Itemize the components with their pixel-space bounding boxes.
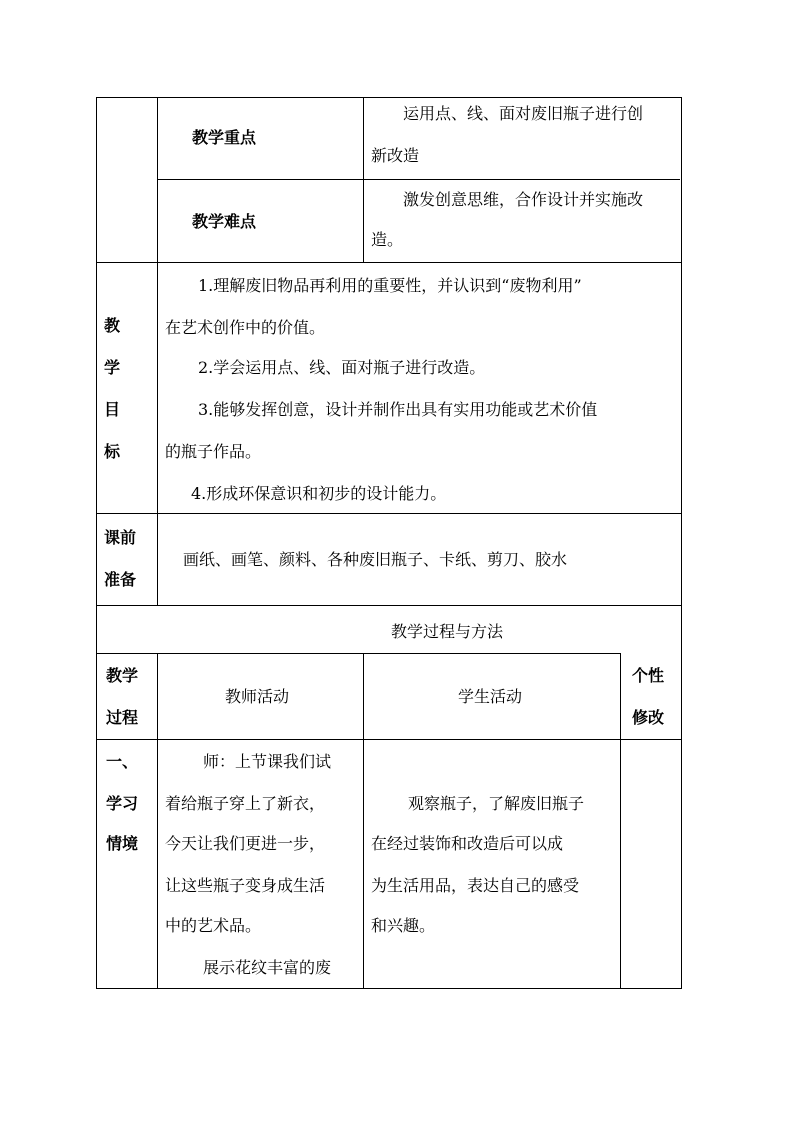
table-rule xyxy=(96,653,620,654)
table-rule xyxy=(363,97,364,263)
table-rule xyxy=(620,653,621,988)
objective-item: 的瓶子作品。 xyxy=(165,442,262,461)
objective-item: 1.理解废旧物品再利用的重要性，并认识到“废物利用” xyxy=(198,276,582,295)
teacher-activity-text: 着给瓶子穿上了新衣， xyxy=(165,794,326,813)
preparation-label: 准备 xyxy=(104,570,137,589)
table-rule xyxy=(96,605,681,606)
step-label: 一、 xyxy=(106,752,139,771)
step-label: 学习 xyxy=(106,794,139,813)
teacher-activity-header: 教师活动 xyxy=(225,687,290,706)
process-column-header: 过程 xyxy=(106,708,139,727)
objective-item: 在艺术创作中的价值。 xyxy=(165,318,326,337)
table-rule xyxy=(96,513,681,514)
difficult-points-label: 教学难点 xyxy=(192,212,257,231)
objectives-label: 目 xyxy=(104,400,121,419)
student-activity-text: 在经过装饰和改造后可以成 xyxy=(371,834,564,853)
difficult-points-content: 造。 xyxy=(371,230,404,249)
step-label: 情境 xyxy=(106,834,139,853)
key-points-content: 新改造 xyxy=(371,146,420,165)
student-activity-text: 观察瓶子，了解废旧瓶子 xyxy=(408,794,585,813)
table-rule xyxy=(96,262,681,263)
student-activity-text: 为生活用品，表达自己的感受 xyxy=(371,876,580,895)
personal-revision-header: 修改 xyxy=(632,708,665,727)
table-rule xyxy=(363,653,364,988)
preparation-content: 画纸、画笔、颜料、各种废旧瓶子、卡纸、剪刀、胶水 xyxy=(183,550,568,569)
difficult-points-content: 激发创意思维，合作设计并实施改 xyxy=(403,190,644,209)
objective-item: 3.能够发挥创意，设计并制作出具有实用功能或艺术价值 xyxy=(198,400,598,419)
table-rule xyxy=(157,179,680,180)
teacher-activity-text: 师：上节课我们试 xyxy=(203,752,332,771)
objective-item: 2.学会运用点、线、面对瓶子进行改造。 xyxy=(198,358,486,377)
teacher-activity-text: 展示花纹丰富的废 xyxy=(203,958,332,977)
key-points-content: 运用点、线、面对废旧瓶子进行创 xyxy=(403,104,644,123)
objectives-label: 学 xyxy=(104,358,121,377)
table-rule xyxy=(157,653,158,988)
table-rule xyxy=(157,262,158,606)
section-title: 教学过程与方法 xyxy=(391,622,504,641)
table-rule xyxy=(96,739,681,740)
personal-revision-header: 个性 xyxy=(632,666,665,685)
process-column-header: 教学 xyxy=(106,666,139,685)
student-activity-header: 学生活动 xyxy=(458,687,523,706)
table-rule xyxy=(157,97,158,263)
teacher-activity-text: 今天让我们更进一步， xyxy=(165,834,326,853)
teacher-activity-text: 中的艺术品。 xyxy=(165,916,262,935)
student-activity-text: 和兴趣。 xyxy=(371,916,436,935)
preparation-label: 课前 xyxy=(104,528,137,547)
objectives-label: 标 xyxy=(104,442,121,461)
objectives-label: 教 xyxy=(104,316,121,335)
key-points-label: 教学重点 xyxy=(192,128,257,147)
objective-item: 4.形成环保意识和初步的设计能力。 xyxy=(191,484,447,503)
teacher-activity-text: 让这些瓶子变身成生活 xyxy=(165,876,326,895)
